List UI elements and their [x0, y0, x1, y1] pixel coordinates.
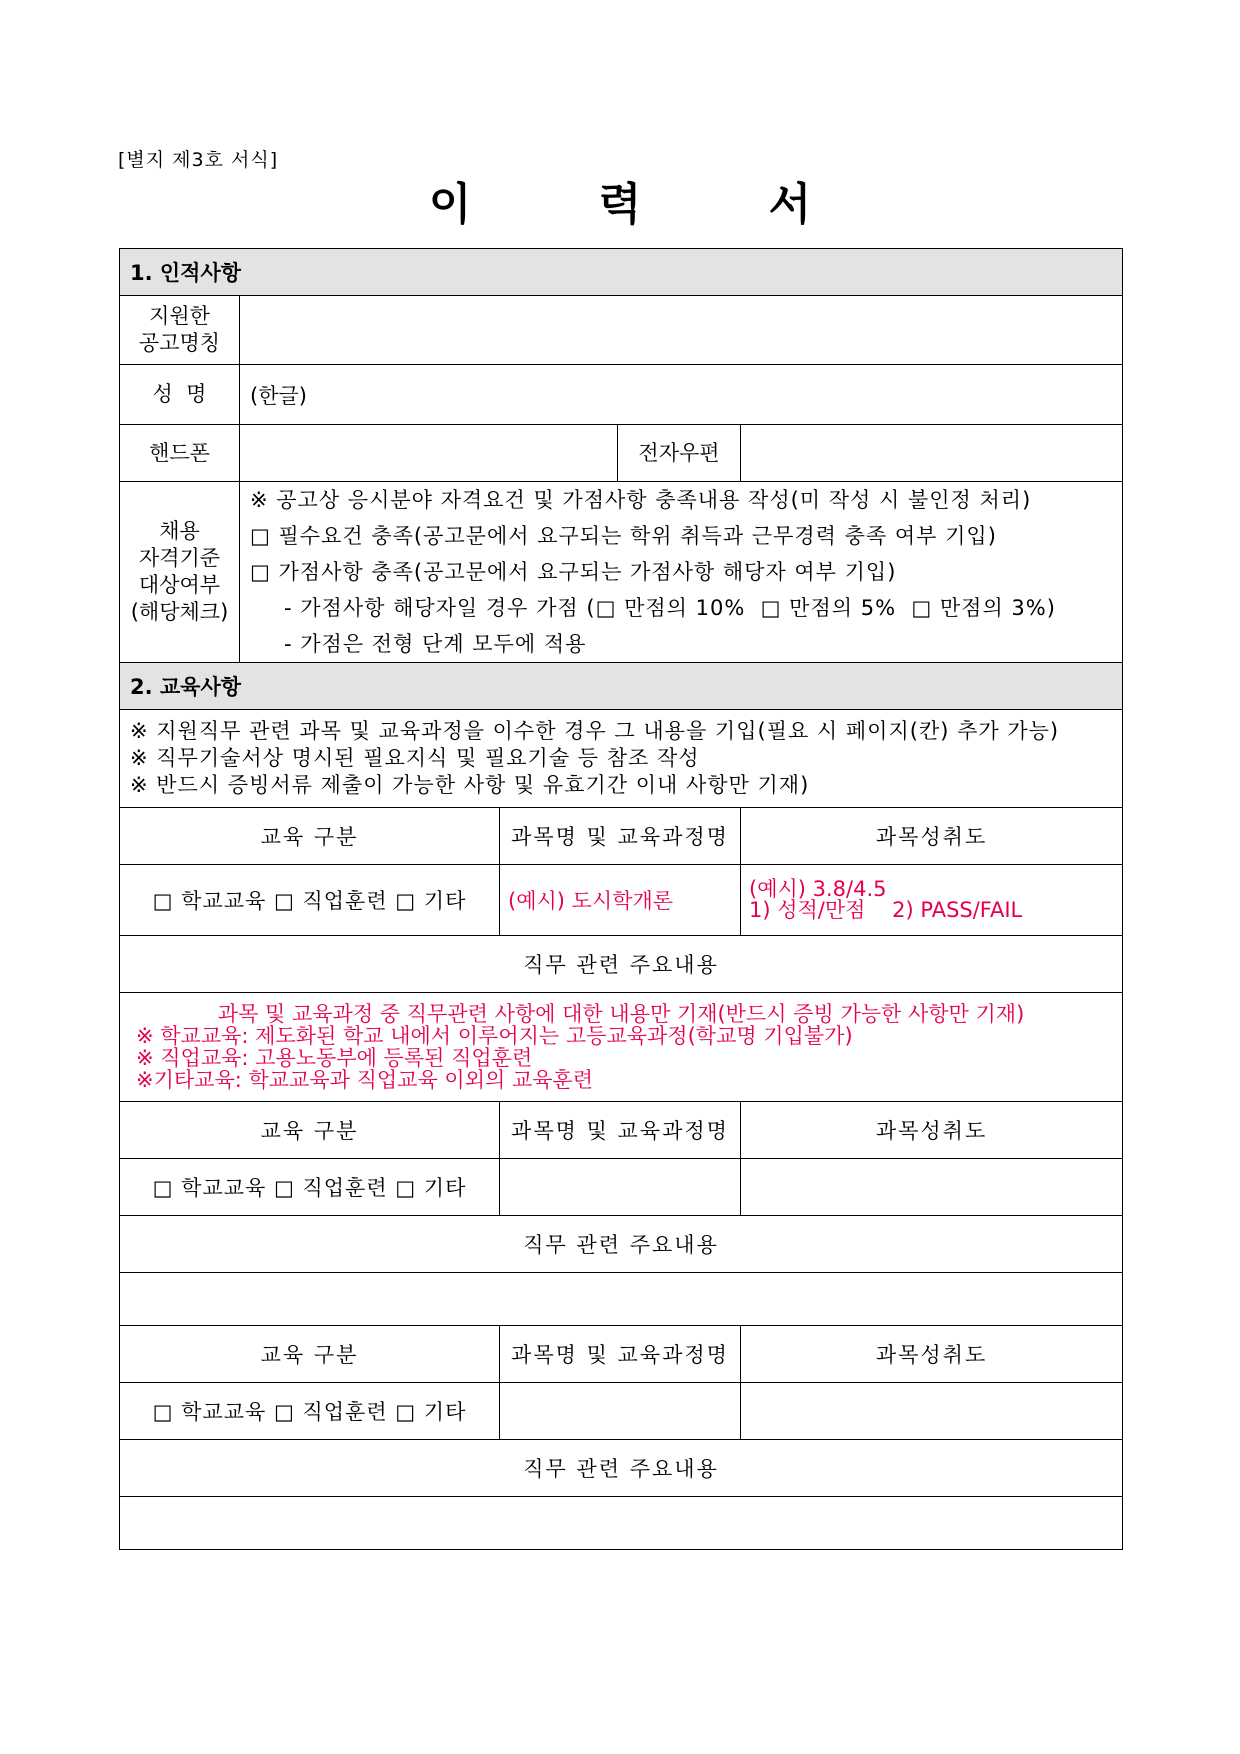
required-checkbox[interactable]: □ 필수요건 충족(공고문에서 요구되는 학위 취득과 근무경력 충족 여부 기입) [250, 524, 997, 548]
criteria-label: 채용 자격기준 대상여부 (해당체크) [120, 482, 240, 663]
col-subject: 과목명 및 교육과정명 [500, 1102, 741, 1159]
grade-field[interactable] [741, 1383, 1123, 1440]
email-label: 전자우편 [618, 425, 741, 482]
bonus-note: - 가점은 전형 단계 모두에 적용 [284, 632, 587, 656]
name-label: 성 명 [120, 365, 240, 425]
form-number: [별지 제3호 서식] [118, 149, 279, 171]
duty-field[interactable] [120, 1497, 1123, 1550]
resume-form [119, 248, 1123, 1550]
section2-heading: 2. 교육사항 [120, 663, 1123, 710]
criteria-content[interactable] [240, 482, 1123, 663]
duty-header: 직무 관련 주요내용 [120, 936, 1123, 993]
education-notes: ※ 지원직무 관련 과목 및 교육과정을 이수한 경우 그 내용을 기입(필요 시 페이지(칸) 추가 가능) ※ 직무기술서상 명시된 필요지식 및 필요기술 등 참조 작성 ※ 반드시 증빙서류 제출이 가능한 사항 및 유효기간 이내 사항만 기재) [120, 710, 1123, 808]
name-field[interactable]: (한글) [240, 365, 1123, 425]
duty-guide[interactable]: 과목 및 교육과정 중 직무관련 사항에 대한 내용만 기재(반드시 증빙 가능한 사항만 기재) ※ 학교교육: 제도화된 학교 내에서 이루어지는 고등교육과정(학교명 기입불가) ※ 직업교육: 고용노동부에 등록된 직업훈련 ※기타교육: 학교교육과 직업교육 이외의 교육훈련 [120, 993, 1123, 1102]
duty-header: 직무 관련 주요내용 [120, 1216, 1123, 1273]
section1-heading: 1. 인적사항 [120, 249, 1123, 296]
grade-field[interactable] [741, 1159, 1123, 1216]
col-education-type: 교육 구분 [120, 1326, 500, 1383]
col-subject: 과목명 및 교육과정명 [500, 1326, 741, 1383]
posting-label: 지원한 공고명칭 [120, 296, 240, 365]
email-field[interactable] [741, 425, 1123, 482]
document-title: 이 력 서 [428, 179, 868, 230]
bonus-rate-options[interactable]: - 가점사항 해당자일 경우 가점 (□ 만점의 10% □ 만점의 5% □ 만점의 3%) [284, 596, 1056, 620]
example-grade[interactable]: (예시) 3.8/4.5 1) 성적/만점 2) PASS/FAIL [741, 865, 1123, 936]
education-type-options[interactable]: □ 학교교육 □ 직업훈련 □ 기타 [120, 1383, 500, 1440]
bonus-checkbox[interactable]: □ 가점사항 충족(공고문에서 요구되는 가점사항 해당자 여부 기입) [250, 560, 897, 584]
phone-label: 핸드폰 [120, 425, 240, 482]
col-education-type: 교육 구분 [120, 808, 500, 865]
col-education-type: 교육 구분 [120, 1102, 500, 1159]
duty-field[interactable] [120, 1273, 1123, 1326]
criteria-notice: ※ 공고상 응시분야 자격요건 및 가점사항 충족내용 작성(미 작성 시 불인정 처리) [250, 488, 1032, 512]
col-grade: 과목성취도 [741, 1102, 1123, 1159]
education-type-options[interactable]: □ 학교교육 □ 직업훈련 □ 기타 [120, 865, 500, 936]
posting-field[interactable] [240, 296, 1123, 365]
col-grade: 과목성취도 [741, 808, 1123, 865]
example-subject[interactable]: (예시) 도시학개론 [500, 865, 741, 936]
subject-field[interactable] [500, 1159, 741, 1216]
phone-field[interactable] [240, 425, 618, 482]
col-grade: 과목성취도 [741, 1326, 1123, 1383]
subject-field[interactable] [500, 1383, 741, 1440]
col-subject: 과목명 및 교육과정명 [500, 808, 741, 865]
education-type-options[interactable]: □ 학교교육 □ 직업훈련 □ 기타 [120, 1159, 500, 1216]
duty-header: 직무 관련 주요내용 [120, 1440, 1123, 1497]
